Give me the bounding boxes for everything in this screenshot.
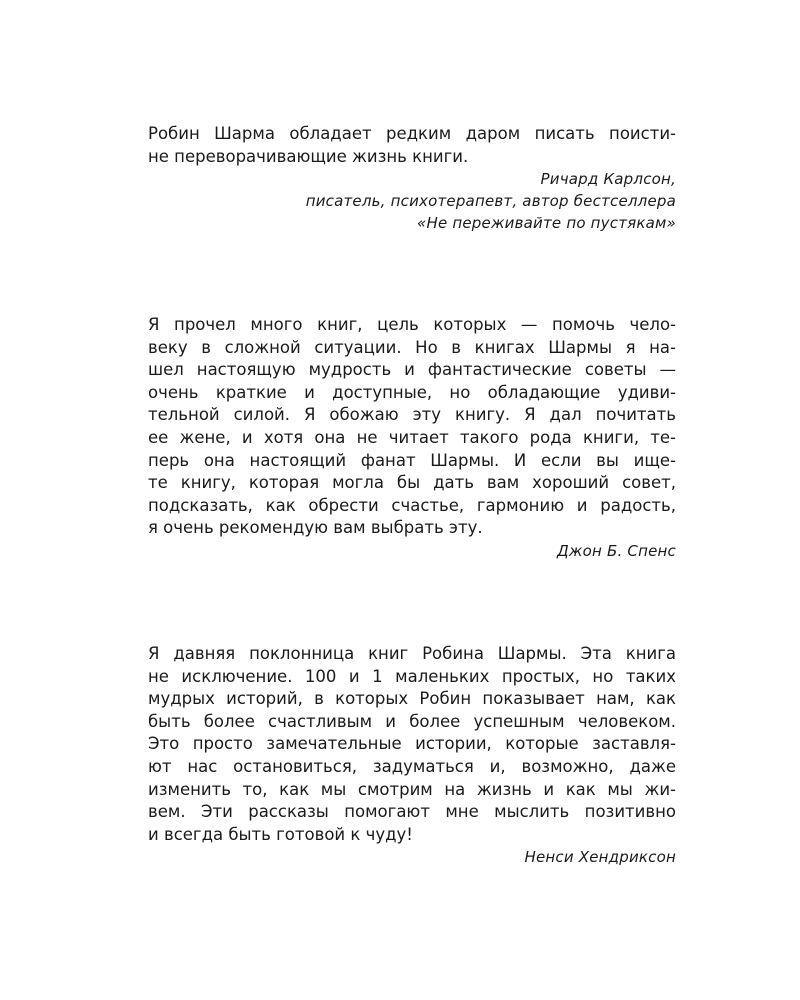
- quote-line: веку в сложной ситуации. Но в книгах Шармы я на-: [148, 337, 676, 357]
- quote-line: тельной силой. Я обожаю эту книгу. Я дал почитать: [148, 405, 676, 425]
- quote-line: ют нас остановиться, задуматься и, возможно, даже: [148, 756, 676, 776]
- testimonial-carlson: [148, 123, 676, 234]
- author-name: Ричард Карлсон,: [540, 170, 676, 189]
- quote-line: очень краткие и доступные, но обладающие удиви-: [148, 382, 676, 402]
- quote-attribution: [148, 168, 676, 234]
- quote-line: подсказать, как обрести счастье, гармонию и радость,: [148, 495, 676, 515]
- quote-line: и всегда быть готовой к чуду!: [148, 824, 413, 844]
- quote-line: Я давняя поклонница книг Робина Шармы. Эта книга: [148, 644, 676, 663]
- quote-line: Робин Шарма обладает редким даром писать поисти-: [148, 124, 676, 143]
- quote-line: шел настоящую мудрость и фантастические советы —: [148, 360, 676, 380]
- quote-line: Я прочел много книг, цель которых — помочь чело-: [148, 315, 676, 334]
- quote-line: ее жене, и хотя она не читает такого рода книги, те-: [148, 427, 676, 447]
- quote-line: я очень рекомендую вам выбрать эту.: [148, 518, 483, 538]
- testimonial-spence: [148, 314, 676, 562]
- testimonial-hendrickson: [148, 643, 676, 868]
- quote-attribution: [148, 846, 676, 868]
- author-credentials: писатель, психотерапевт, автор бестселлера: [305, 192, 676, 211]
- author-name: Ненси Хендриксон: [524, 848, 676, 867]
- quote-line: Это просто замечательные истории, которые заставля-: [148, 734, 676, 754]
- quote-line: перь она настоящий фанат Шармы. И если вы ище-: [148, 450, 676, 470]
- quote-text: [148, 314, 676, 540]
- quote-line: вем. Эти рассказы помогают мне мыслить позитивно: [148, 802, 676, 822]
- quote-line: не исключение. 100 и 1 маленьких простых, но таких: [148, 666, 676, 686]
- author-name: Джон Б. Спенс: [557, 541, 676, 560]
- quote-attribution: [148, 540, 676, 562]
- quote-text: [148, 643, 676, 846]
- author-book-title: «Не переживайте по пустякам»: [417, 214, 676, 233]
- quote-line: быть более счастливым и более успешным человеком.: [148, 711, 676, 731]
- quote-text: [148, 123, 676, 168]
- quote-line: изменить то, как мы смотрим на жизнь и как мы жи-: [148, 779, 676, 799]
- quote-line: не переворачивающие жизнь книги.: [148, 146, 469, 166]
- quote-line: мудрых историй, в которых Робин показывает нам, как: [148, 689, 676, 709]
- quote-line: те книгу, которая могла бы дать вам хороший совет,: [148, 473, 676, 493]
